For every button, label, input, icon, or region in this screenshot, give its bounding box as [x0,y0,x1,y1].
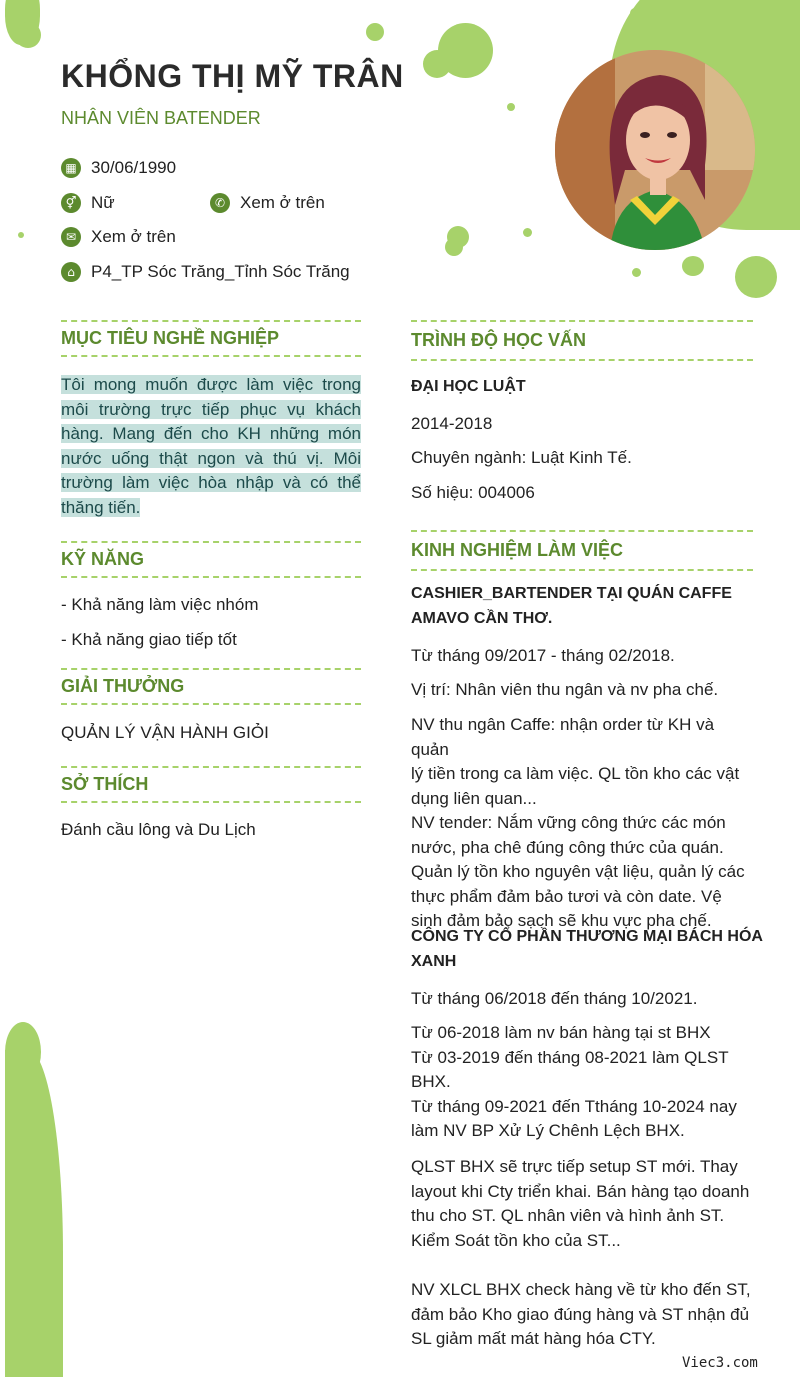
job-company-line: XANH [411,952,457,970]
contact-email [61,227,176,247]
decor-dot [523,228,532,237]
decor-blob [5,1050,63,1377]
hobby-item: Đánh cầu lông và Du Lịch [61,820,256,839]
job-description [411,1278,756,1352]
role-line: Từ tháng 09-2021 đến Ttháng 10-2024 nay [411,1096,737,1116]
desc-line: sinh đảm bảo sạch sẽ khu vực pha chế. [411,911,712,930]
desc-line: QLST BHX sẽ trực tiếp setup ST mới. Thay [411,1157,738,1176]
desc-line: SL giảm mất mát hàng hóa CTY. [411,1329,656,1348]
education-school: ĐẠI HỌC LUẬT [411,378,526,395]
decor-dot [423,50,451,78]
address-value: P4_TP Sóc Trăng_Tỉnh Sóc Trăng [91,262,350,281]
phone-icon: ✆ [210,193,230,213]
home-icon: ⌂ [61,262,81,282]
education-period: 2014-2018 [411,414,493,433]
contact-gender [61,193,115,213]
section-heading-objective: MỤC TIÊU NGHỀ NGHIỆP [61,320,361,357]
job-roles [411,1021,756,1144]
desc-line: lý tiền trong ca làm việc. QL tồn kho các vật [411,764,740,783]
decor-dot [682,256,704,276]
job-company [411,582,753,631]
desc-line: NV XLCL BHX check hàng về từ kho đến ST, [411,1280,751,1299]
gender-value: Nữ [91,193,115,212]
job-description [411,1155,756,1253]
contact-address [61,262,350,282]
gender-icon: ⚥ [61,193,81,213]
role-line: Từ 06-2018 làm nv bán hàng tại st BHX [411,1023,711,1042]
contact-birthday [61,158,176,178]
phone-value: Xem ở trên [240,193,325,212]
desc-line: dụng liên quan... [411,788,537,808]
skill-item: - Khả năng làm việc nhóm [61,595,259,614]
desc-line: NV thu ngân Caffe: nhận order từ KH và quản [411,715,715,759]
watermark: Viec3.com [682,1355,758,1371]
education-id: Số hiệu: 004006 [411,483,535,502]
desc-line: thực phẩm đảm bảo tươi và còn date. Vệ [411,886,722,906]
section-heading-experience: KINH NGHIỆM LÀM VIỆC [411,530,753,571]
objective-text [61,373,361,520]
education-major: Chuyên ngành: Luật Kinh Tế. [411,448,632,467]
desc-line: thu cho ST. QL nhân viên và hình ảnh ST. [411,1206,725,1225]
award-item: QUẢN LÝ VẬN HÀNH GIỎI [61,723,269,742]
contact-phone [210,193,325,213]
role-line: Từ 03-2019 đến tháng 08-2021 làm QLST [411,1047,729,1067]
job-company-line: AMAVO CẦN THƠ. [411,609,553,627]
email-value: Xem ở trên [91,227,176,246]
objective-highlight: Tôi mong muốn được làm việc trong môi trường trực tiếp phục vụ khách hàng. Mang đến cho KH những món nước uống thật ngon và thú vị. Môi trường làm việc hòa nhập và có thể thăng tiến. [61,375,361,517]
desc-line: NV tender: Nắm vững công thức các món [411,813,726,832]
decor-dot [366,23,384,41]
email-icon: ✉ [61,227,81,247]
section-heading-hobbies: SỞ THÍCH [61,766,361,803]
decor-dot [15,22,41,48]
job-description [411,713,756,934]
decor-blob [735,256,777,298]
job-company-line: CASHIER_BARTENDER TẠI QUÁN CAFFE [411,585,732,602]
birthday-value: 30/06/1990 [91,158,177,177]
job-company [411,925,771,974]
desc-line: Quản lý tồn kho nguyên vật liệu, quản lý các [411,862,745,881]
job-period: Từ tháng 09/2017 - tháng 02/2018. [411,646,675,665]
candidate-name: KHỔNG THỊ MỸ TRÂN [61,58,404,94]
section-heading-awards: GIẢI THƯỞNG [61,668,361,705]
job-position: Vị trí: Nhân viên thu ngân và nv pha chế. [411,680,719,699]
decor-dot [632,268,641,277]
desc-line: layout khi Cty triển khai. Bán hàng tạo doanh [411,1181,750,1201]
role-line: BHX. [411,1072,451,1091]
decor-dot [507,103,515,111]
desc-line: Kiểm Soát tồn kho của ST... [411,1230,621,1250]
desc-line: đảm bảo Kho giao đúng hàng và ST nhận đủ [411,1304,750,1324]
decor-dot [18,232,24,238]
section-heading-education: TRÌNH ĐỘ HỌC VẤN [411,320,753,361]
job-title: NHÂN VIÊN BATENDER [61,108,261,128]
desc-line: nước, pha chê đúng công thức của quán. [411,837,724,857]
calendar-icon: ▦ [61,158,81,178]
skill-item: - Khả năng giao tiếp tốt [61,630,237,649]
job-period: Từ tháng 06/2018 đến tháng 10/2021. [411,989,698,1008]
role-line: làm NV BP Xử Lý Chênh Lệch BHX. [411,1121,685,1140]
profile-photo [555,50,755,250]
job-company-line: CÔNG TY CỔ PHẦN THƯƠNG MẠI BÁCH HÓA [411,928,763,945]
section-heading-skills: KỸ NĂNG [61,541,361,578]
decor-dot [445,238,463,256]
